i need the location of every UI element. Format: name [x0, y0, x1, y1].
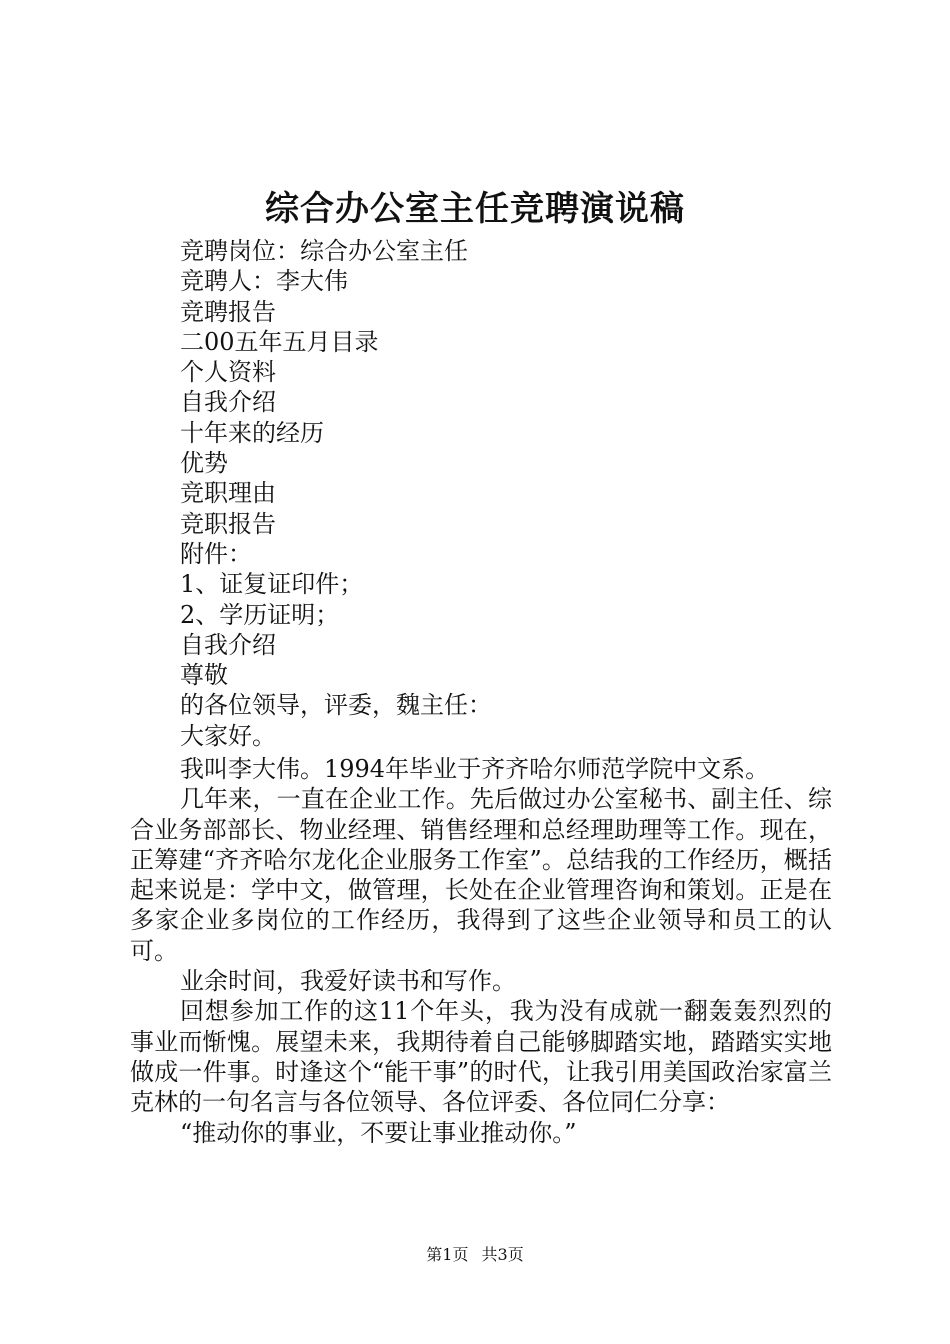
toc-line: 竞职报告 — [180, 509, 276, 538]
toc-line: 附件： — [180, 539, 252, 568]
toc-line: 竞职理由 — [180, 479, 276, 508]
toc-line: 2、学历证明； — [180, 600, 340, 629]
toc-line: 的各位领导，评委，魏主任： — [180, 691, 492, 720]
toc-line: 自我介绍 — [180, 630, 276, 659]
toc-line: 1、证复证印件； — [180, 570, 364, 599]
document-title: 综合办公室主任竞聘演说稿 — [265, 189, 685, 229]
paragraph: “推动你的事业，不要让事业推动你。” — [180, 1118, 577, 1147]
toc-line: 尊敬 — [180, 661, 228, 690]
toc-line: 竞聘人：李大伟 — [180, 267, 348, 296]
paragraph: 我叫李大伟。1994年毕业于齐齐哈尔师范学院中文系。 — [180, 755, 770, 783]
toc-line: 大家好。 — [180, 721, 276, 750]
page-number: 第1页 — [426, 1245, 469, 1264]
toc-block — [180, 236, 880, 751]
paragraph: 业余时间，我爱好读书和写作。 — [180, 967, 516, 996]
paragraph: 几年来，一直在企业工作。先后做过办公室秘书、副主任、综合业务部部长、物业经理、销售经理和总经理助理等工作。现在，正筹建“齐齐哈尔龙化企业服务工作室”。总结我的工作经历，概括起来说是：学中文，做管理，长处在企业管理咨询和策划。正是在多家企业多岗位的工作经历，我得到了这些企业领导和员工的认可。 — [130, 785, 832, 965]
toc-line: 自我介绍 — [180, 388, 276, 417]
toc-line: 二00五年五月目录 — [180, 327, 379, 356]
toc-line: 十年来的经历 — [180, 418, 324, 447]
toc-line: 优势 — [180, 449, 228, 478]
page-footer — [0, 1244, 950, 1266]
body-text — [130, 754, 832, 1148]
toc-line: 个人资料 — [180, 358, 276, 387]
page-total: 共3页 — [481, 1245, 524, 1264]
toc-line: 竞聘岗位：综合办公室主任 — [180, 237, 468, 265]
paragraph: 回想参加工作的这11个年头，我为没有成就一翻轰轰烈烈的事业而惭愧。展望未来，我期待着自己能够脚踏实地，踏踏实实地做成一件事。时逢这个“能干事”的时代，让我引用美国政治家富兰克林的一句名言与各位领导、各位评委、各位同仁分享： — [130, 997, 832, 1117]
toc-line: 竞聘报告 — [180, 297, 276, 326]
